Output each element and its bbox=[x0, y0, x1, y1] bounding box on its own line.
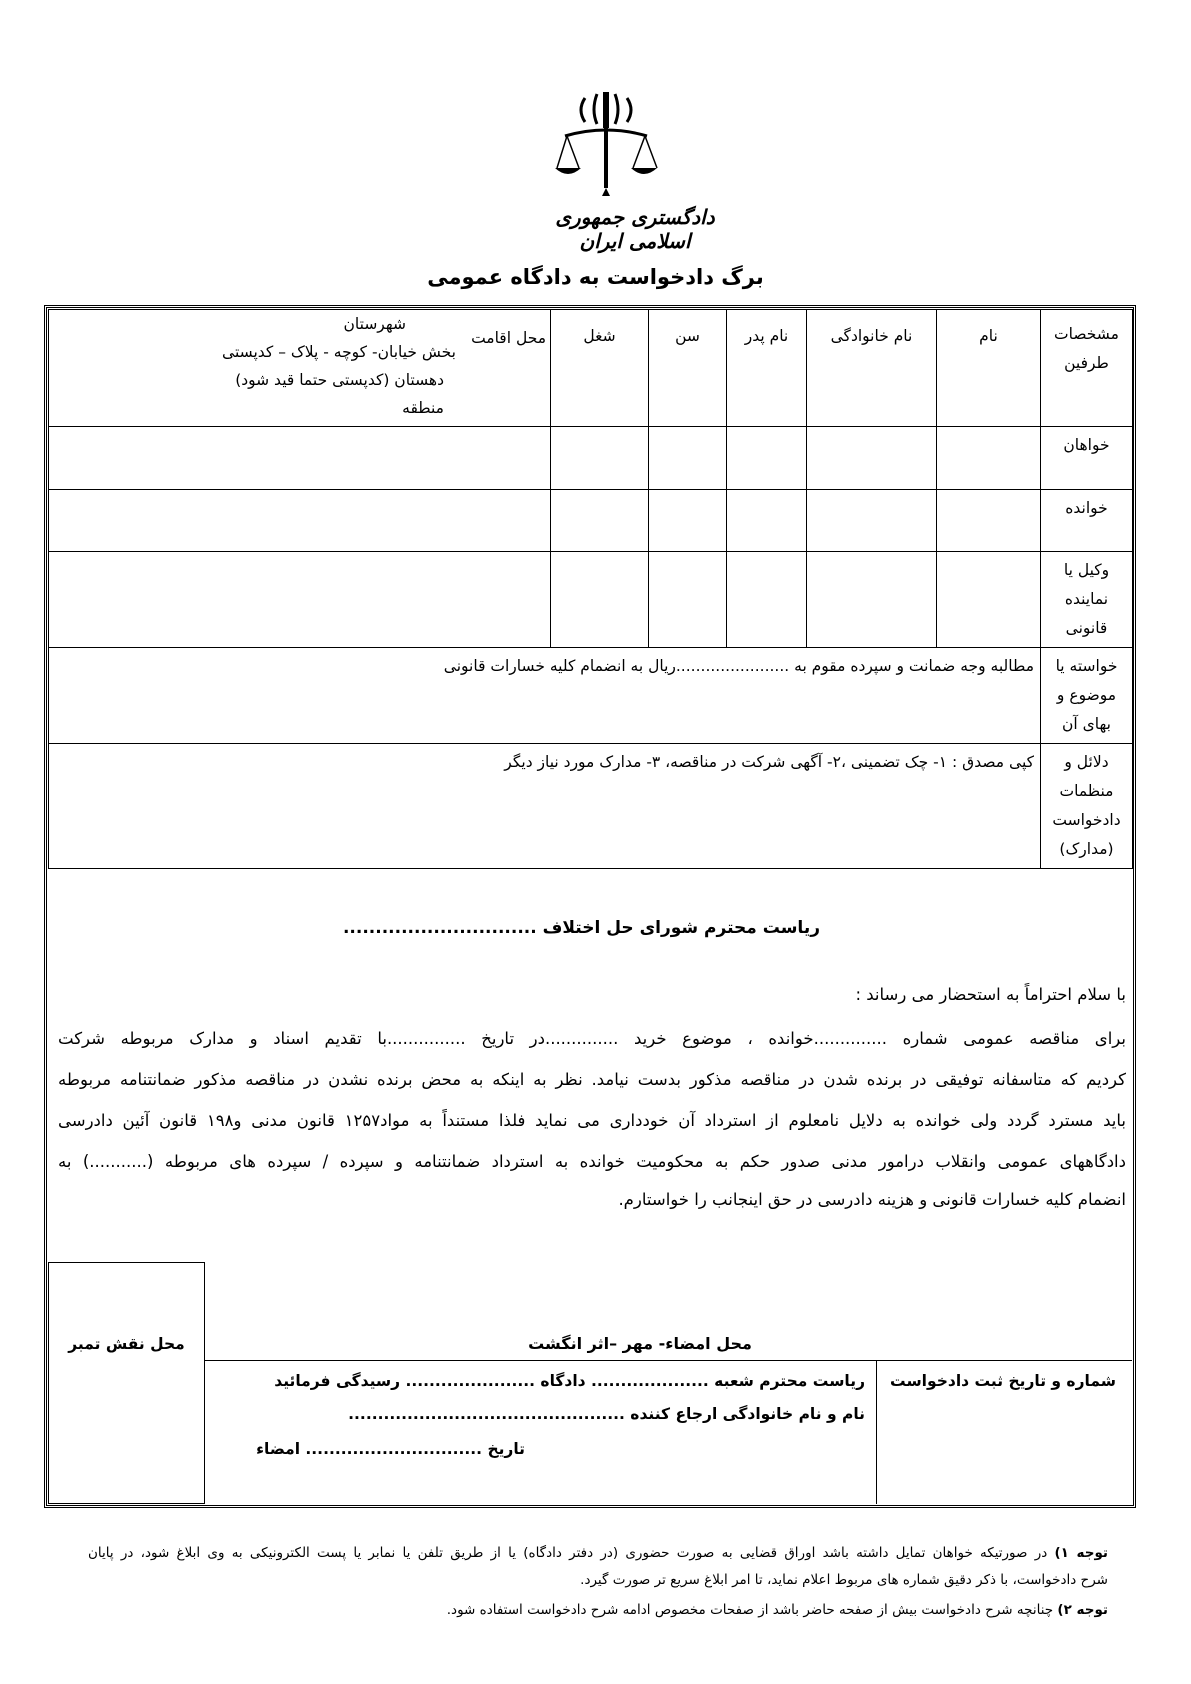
signature-divider bbox=[204, 1360, 1132, 1361]
row-plaintiff: خواهان bbox=[1041, 427, 1133, 490]
row-lawyer: وکیل یا نماینده قانونی bbox=[1041, 552, 1133, 648]
letter-addressee: ریاست محترم شورای حل اختلاف .............................. bbox=[342, 918, 820, 938]
header-residence bbox=[49, 310, 551, 427]
letter-line-2: کردیم که متاسفانه توفیقی در برنده شدن در مناقصه مذکور بدست نیامد. نظر به اینکه به محض برنده نشدن در مناقصه مذکور ضمانتنامه مربوطه bbox=[58, 1070, 1126, 1089]
claim-label: خواسته یا موضوع و بهای آن bbox=[1041, 648, 1133, 744]
plaintiff-residence-cell[interactable] bbox=[49, 427, 551, 490]
note-1-text: در صورتیکه خواهان تمایل داشته باشد اوراق قضایی به صورت حضوری (در دفتر دادگاه) یا از طریق تلفن یا نمابر یا پست الکترونیکی به وی ابلاغ شود، در پایان bbox=[88, 1545, 1055, 1561]
header-parties: مشخصات طرفین bbox=[1041, 310, 1133, 427]
evidence-text: کپی مصدق : ۱- چک تضمینی ،۲- آگهی شرکت در مناقصه، ۳- مدارک مورد نیاز دیگر bbox=[49, 744, 1041, 869]
evidence-label: دلائل و منظمات دادخواست (مدارک) bbox=[1041, 744, 1133, 869]
lawyer-surname-cell[interactable] bbox=[807, 552, 937, 648]
referral-line-3: تاریخ .............................. امضاء bbox=[256, 1440, 525, 1458]
header-father-name: نام پدر bbox=[727, 310, 807, 427]
residence-line-1: شهرستان bbox=[343, 315, 406, 333]
note-1-continued: شرح دادخواست، با ذکر دقیق شماره های مربوط اعلام نماید، تا امر ابلاغ سریع تر صورت گیرد. bbox=[580, 1572, 1108, 1588]
lawyer-residence-cell[interactable] bbox=[49, 552, 551, 648]
plaintiff-age-cell[interactable] bbox=[649, 427, 727, 490]
note-2-title: توجه ۲) bbox=[1057, 1602, 1108, 1618]
lawyer-age-cell[interactable] bbox=[649, 552, 727, 648]
letter-line-5: انضمام کلیه خسارات قانونی و هزینه دادرسی در حق اینجانب را خواستارم. bbox=[618, 1190, 1126, 1209]
parties-table bbox=[48, 309, 1133, 869]
stamp-box bbox=[48, 1262, 205, 1504]
page-title: برگ دادخواست به دادگاه عمومی bbox=[427, 265, 764, 289]
defendant-surname-cell[interactable] bbox=[807, 490, 937, 552]
note-2-text: چنانچه شرح دادخواست بیش از صفحه حاضر باشد از صفحات مخصوص ادامه شرح دادخواست استفاده شود. bbox=[446, 1602, 1058, 1618]
letter-line-1: برای مناقصه عمومی شماره ..............خوانده ، موضوع خرید ..............در تاریخ ...............با تقدیم اسناد و مدارک مربوطه شرکت bbox=[58, 1029, 1126, 1048]
logo-caption: دادگستری جمهوری اسلامی ایران bbox=[555, 205, 715, 253]
letter-greeting: با سلام احتراماً به استحضار می رساند : bbox=[855, 985, 1126, 1004]
header-age: سن bbox=[649, 310, 727, 427]
header-name: نام bbox=[937, 310, 1041, 427]
referral-line-1: ریاست محترم شعبه .................... دادگاه ...................... رسیدگی فرمائید bbox=[274, 1372, 865, 1390]
referral-line-2: نام و نام خانوادگی ارجاع کننده ............................................... bbox=[348, 1405, 865, 1423]
residence-line-3: دهستان (کدپستی حتما قید شود) bbox=[235, 371, 444, 389]
lawyer-father-cell[interactable] bbox=[727, 552, 807, 648]
defendant-age-cell[interactable] bbox=[649, 490, 727, 552]
registration-divider bbox=[876, 1360, 877, 1504]
row-defendant: خوانده bbox=[1041, 490, 1133, 552]
plaintiff-surname-cell[interactable] bbox=[807, 427, 937, 490]
note-1-title: توجه ۱) bbox=[1054, 1545, 1108, 1561]
lawyer-name-cell[interactable] bbox=[937, 552, 1041, 648]
residence-label: محل اقامت bbox=[471, 329, 546, 347]
plaintiff-father-cell[interactable] bbox=[727, 427, 807, 490]
defendant-name-cell[interactable] bbox=[937, 490, 1041, 552]
defendant-residence-cell[interactable] bbox=[49, 490, 551, 552]
header-surname: نام خانوادگی bbox=[807, 310, 937, 427]
lawyer-job-cell[interactable] bbox=[551, 552, 649, 648]
note-2 bbox=[88, 1597, 1108, 1623]
note-1 bbox=[88, 1540, 1108, 1566]
residence-line-4: منطقه bbox=[402, 399, 444, 417]
plaintiff-job-cell[interactable] bbox=[551, 427, 649, 490]
residence-line-2: بخش خیابان- کوچه - پلاک – کدپستی bbox=[222, 343, 456, 361]
defendant-father-cell[interactable] bbox=[727, 490, 807, 552]
claim-text: مطالبه وجه ضمانت و سپرده مقوم به .......................ریال به انضمام کلیه خسارات قانونی bbox=[49, 648, 1041, 744]
header-job: شغل bbox=[551, 310, 649, 427]
stamp-label: محل نقش تمبر bbox=[68, 1335, 185, 1353]
plaintiff-name-cell[interactable] bbox=[937, 427, 1041, 490]
letter-line-3: باید مسترد گردد ولی خوانده به دلایل نامعلوم از استرداد آن خودداری می نماید فلذا مستنداً به مواد۱۲۵۷ قانون مدنی و۱۹۸ قانون آئین دادرسی bbox=[58, 1111, 1126, 1130]
registration-label: شماره و تاریخ ثبت دادخواست bbox=[890, 1372, 1116, 1390]
letter-line-4: دادگاههای عمومی وانقلاب درامور مدنی صدور حکم به محکومیت خوانده به استرداد ضمانتنامه و سپرده / سپرده های مربوطه (...........) به bbox=[58, 1152, 1126, 1171]
defendant-job-cell[interactable] bbox=[551, 490, 649, 552]
signature-label: محل امضاء- مهر –اثر انگشت bbox=[528, 1334, 752, 1353]
